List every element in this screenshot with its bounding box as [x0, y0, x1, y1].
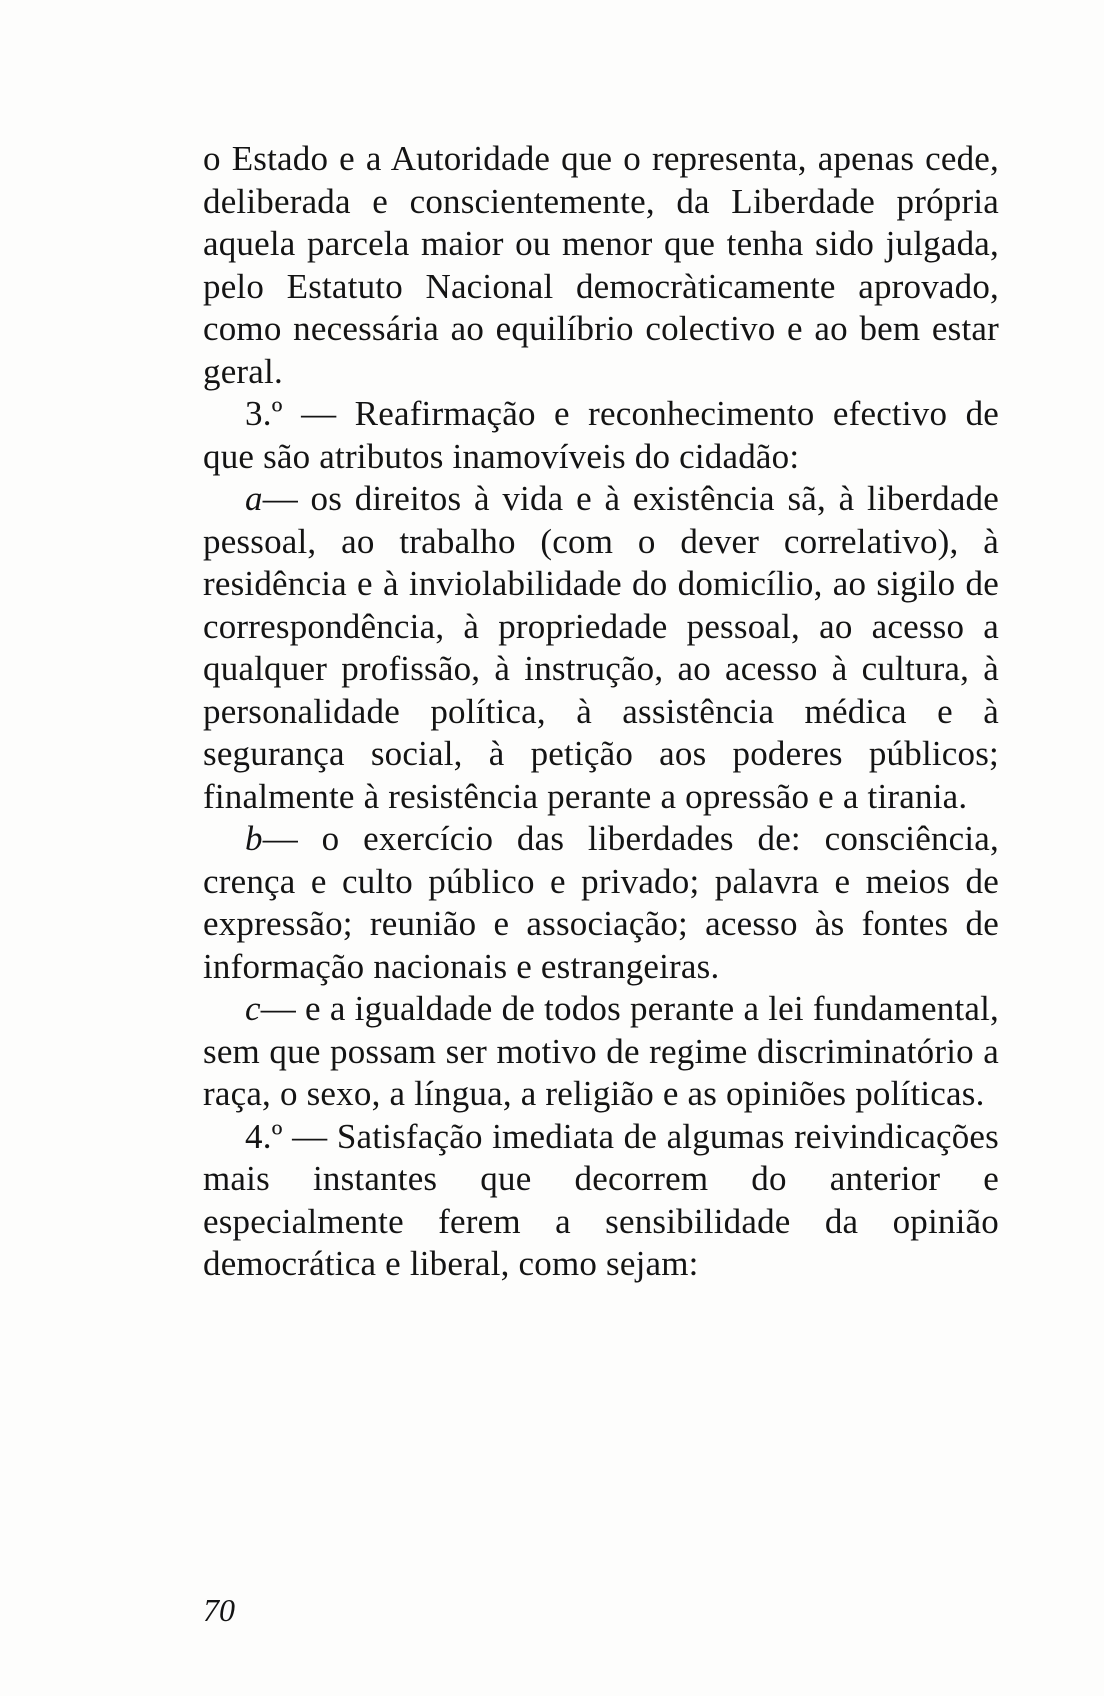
body-text	[203, 138, 999, 1286]
paragraph-text: 3.º — Reafirmação e reconhecimento efectivo de que são atributos inamovíveis do cidadão:	[203, 394, 999, 476]
paragraph-text: — o exercício das liberdades de: consciência, crença e culto público e privado; palavra e meios de expressão; reunião e associação; acesso às fontes de informação nacionais e estrangeiras.	[203, 819, 999, 986]
paragraph-item-3	[203, 393, 999, 478]
paragraph-text: — e a igualdade de todos perante a lei fundamental, sem que possam ser motivo de regime discriminatório a raça, o sexo, a língua, a religião e as opiniões políticas.	[203, 989, 999, 1113]
paragraph-text: — os direitos à vida e à existência sã, à liberdade pessoal, ao trabalho (com o dever correlativo), à residência e à inviolabilidade do domicílio, ao sigilo de correspondência, à propriedade pessoal, ao acesso a qualquer profissão, à instrução, ao acesso à cultura, à personalidade política, à assistência médica e à segurança social, à petição aos poderes públicos; finalmente à resistência perante a opressão e a tirania.	[203, 479, 999, 816]
list-marker: b	[245, 819, 263, 858]
paragraph-item-3a	[203, 478, 999, 818]
paragraph-text: 4.º — Satisfação imediata de algumas reivindicações mais instantes que decorrem do anterior e especialmente ferem a sensibilidade da opinião democrática e liberal, como sejam:	[203, 1116, 999, 1283]
page-number: 70	[203, 1592, 235, 1628]
paragraph-item-3b	[203, 818, 999, 988]
paragraph-continuation	[203, 138, 999, 393]
paragraph-text: o Estado e a Autoridade que o representa, apenas cede, deliberada e conscientemente, da Liberdade própria aquela parcela maior ou menor que tenha sido julgada, pelo Estatuto Nacional democràticamente aprovado, como necessária ao equilíbrio colectivo e ao bem estar geral.	[203, 139, 999, 391]
list-marker: a	[245, 479, 263, 518]
paragraph-item-4	[203, 1116, 999, 1286]
list-marker: c	[245, 989, 261, 1028]
paragraph-item-3c	[203, 988, 999, 1116]
